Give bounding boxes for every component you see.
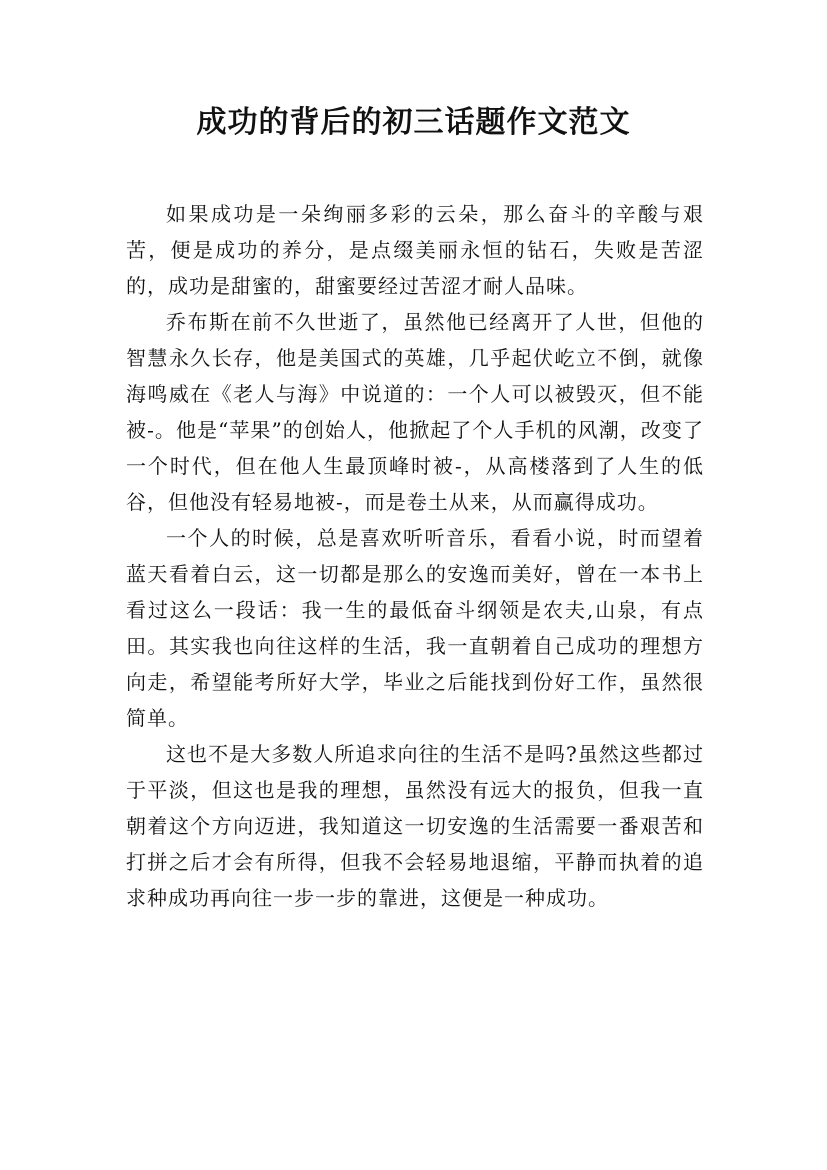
document-body: [126, 196, 704, 916]
paragraph-3: 一个人的时候，总是喜欢听听音乐，看看小说，时而望着蓝天看着白云，这一切都是那么的安逸而美好，曾在一本书上看过这么一段话：我一生的最低奋斗纲领是农夫,山泉，有点田。其实我也向往这样的生活，我一直朝着自己成功的理想方向走，希望能考所好大学，毕业之后能找到份好工作，虽然很简单。: [126, 526, 704, 730]
paragraph-4: 这也不是大多数人所追求向往的生活不是吗?虽然这些都过于平淡，但这也是我的理想，虽然没有远大的报负，但我一直朝着这个方向迈进，我知道这一切安逸的生活需要一番艰苦和打拼之后才会有所得，但我不会轻易地退缩，平静而执着的追求种成功再向往一步一步的靠进，这便是一种成功。: [126, 742, 704, 910]
document-title: 成功的背后的初三话题作文范文: [196, 105, 631, 140]
paragraph-1: 如果成功是一朵绚丽多彩的云朵，那么奋斗的辛酸与艰苦，便是成功的养分，是点缀美丽永恒的钻石，失败是苦涩的，成功是甜蜜的，甜蜜要经过苦涩才耐人品味。: [126, 202, 704, 298]
paragraph-2: 乔布斯在前不久世逝了，虽然他已经离开了人世，但他的智慧永久长存，他是美国式的英雄，几乎起伏屹立不倒，就像海鸣威在《老人与海》中说道的：一个人可以被毁灭，但不能被-。他是“苹果”的创始人，他掀起了个人手机的风潮，改变了一个时代，但在他人生最顶峰时被-，从高楼落到了人生的低谷，但他没有轻易地被-，而是卷土从来，从而赢得成功。: [126, 310, 704, 514]
